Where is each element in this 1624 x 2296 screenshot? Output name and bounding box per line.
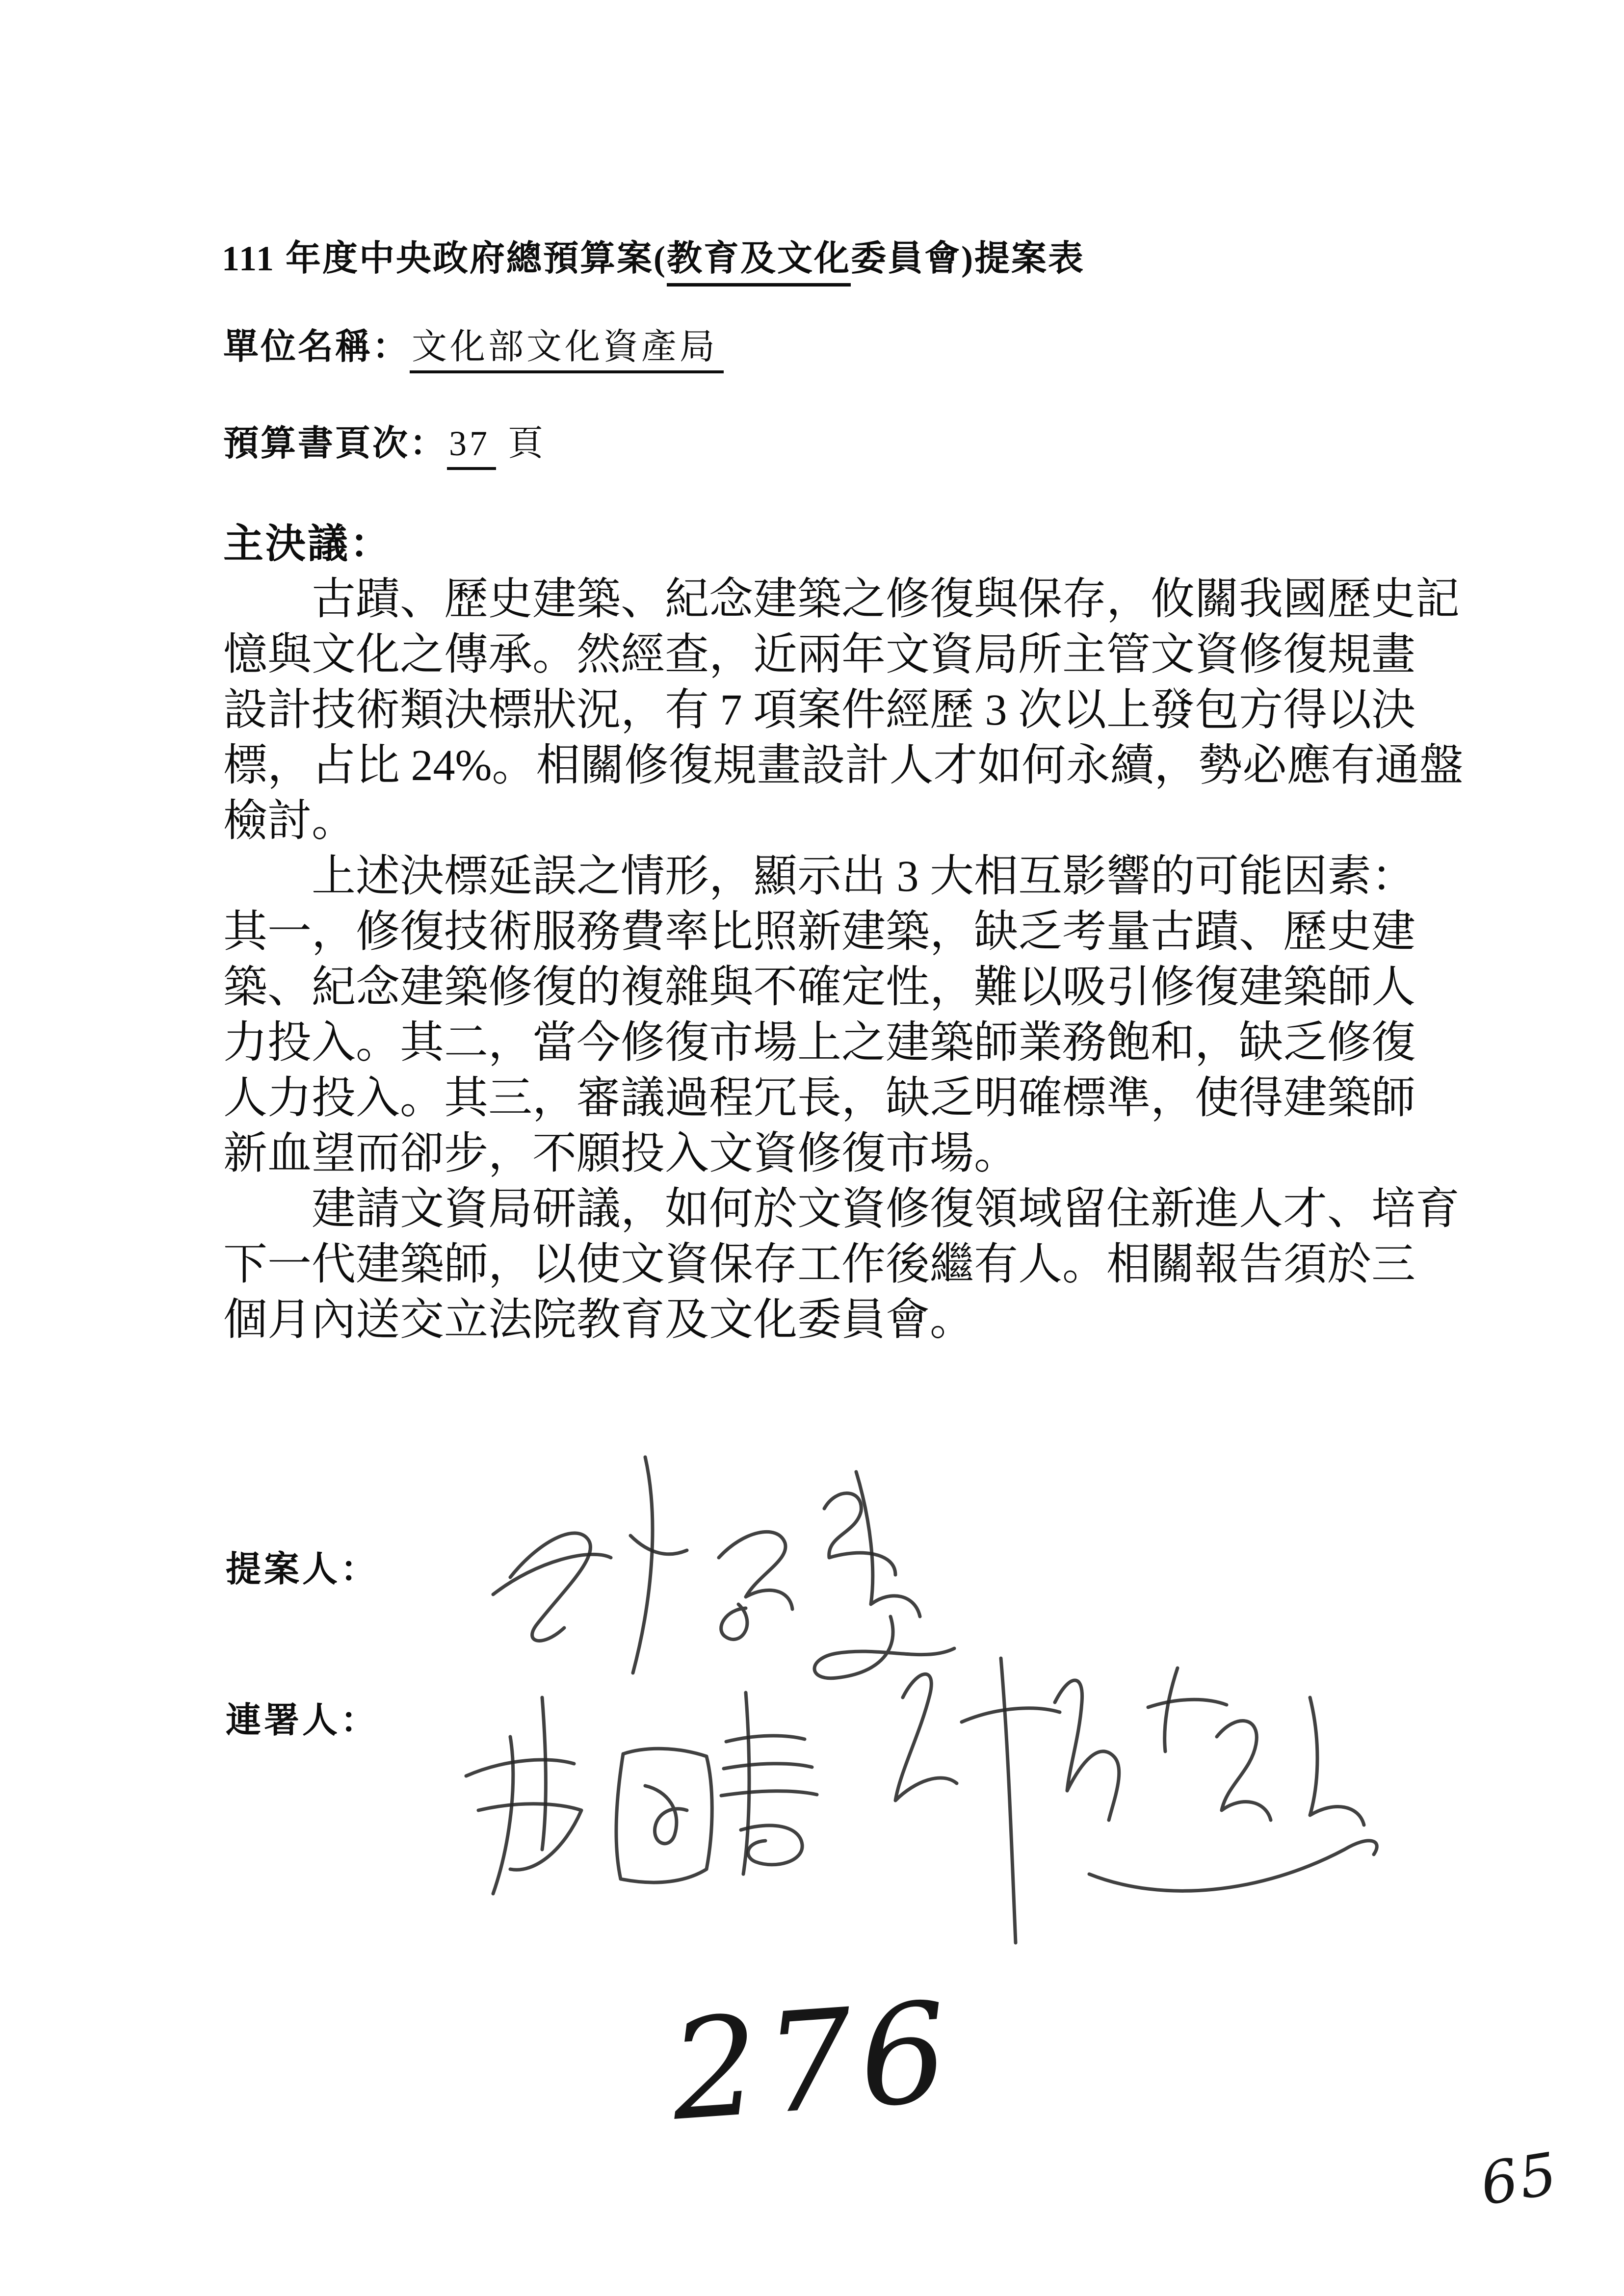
- resolution-line: 上述決標延誤之情形，顯示出 3 大相互影響的可能因素：: [312, 852, 1415, 901]
- handwritten-corner-page-number: 65: [1476, 2139, 1563, 2218]
- cosigner-label: 連署人：: [226, 1701, 379, 1740]
- resolution-line: 築、紀念建築修復的複雜與不確定性，難以吸引修復建築師人: [223, 963, 1415, 1012]
- proposer-label: 提案人：: [226, 1550, 379, 1589]
- budget-page-field: [223, 415, 546, 466]
- resolution-paragraph-1: [223, 572, 1479, 849]
- resolution-heading: 主決議：: [223, 522, 393, 566]
- title-suffix: 委員會)提案表: [851, 239, 1085, 279]
- resolution-line: 標，占比 24%。相關修復規畫設計人才如何永續，勢必應有通盤: [223, 741, 1464, 790]
- resolution-line: 建請文資局研議，如何於文資修復領域留住新進人才、培育: [312, 1185, 1460, 1233]
- resolution-section: [223, 516, 1479, 1348]
- resolution-line: 新血望而卻步，不願投入文資修復市場。: [223, 1129, 1018, 1178]
- budget-page-unit: 頁: [508, 424, 547, 463]
- resolution-paragraph-3: [223, 1181, 1479, 1348]
- resolution-line: 下一代建築師，以使文資保存工作後繼有人。相關報告須於三: [223, 1240, 1415, 1289]
- resolution-paragraph-2: [223, 849, 1479, 1181]
- resolution-line: 其一，修復技術服務費率比照新建築，缺乏考量古蹟、歷史建: [223, 908, 1415, 956]
- document-title: [222, 230, 1085, 281]
- resolution-line: 憶與文化之傳承。然經查，近兩年文資局所主管文資修復規畫: [223, 630, 1415, 679]
- budget-page-label: 預算書頁次：: [223, 424, 447, 463]
- unit-name-value: 文化部文化資產局: [410, 327, 724, 373]
- unit-name-field: [223, 318, 724, 369]
- resolution-line: 設計技術類決標狀況，有 7 項案件經歷 3 次以上發包方得以決: [223, 686, 1415, 734]
- cosigner-signatures: [451, 1639, 1413, 1953]
- handwritten-sheet-number: 276: [666, 1972, 960, 2152]
- resolution-line: 檢討。: [223, 797, 356, 845]
- resolution-line: 人力投入。其三，審議過程冗長，缺乏明確標準，使得建築師: [223, 1074, 1415, 1122]
- resolution-line: 個月內送交立法院教育及文化委員會。: [223, 1296, 974, 1344]
- title-underlined-committee: 教育及文化: [667, 239, 851, 287]
- resolution-line: 古蹟、歷史建築、紀念建築之修復與保存，攸關我國歷史記: [312, 575, 1460, 624]
- budget-page-value: 37: [447, 424, 496, 470]
- title-prefix: 111 年度中央政府總預算案(: [222, 239, 667, 279]
- unit-name-label: 單位名稱：: [223, 327, 410, 366]
- resolution-line: 力投入。其二，當今修復市場上之建築師業務飽和，缺乏修復: [223, 1018, 1415, 1067]
